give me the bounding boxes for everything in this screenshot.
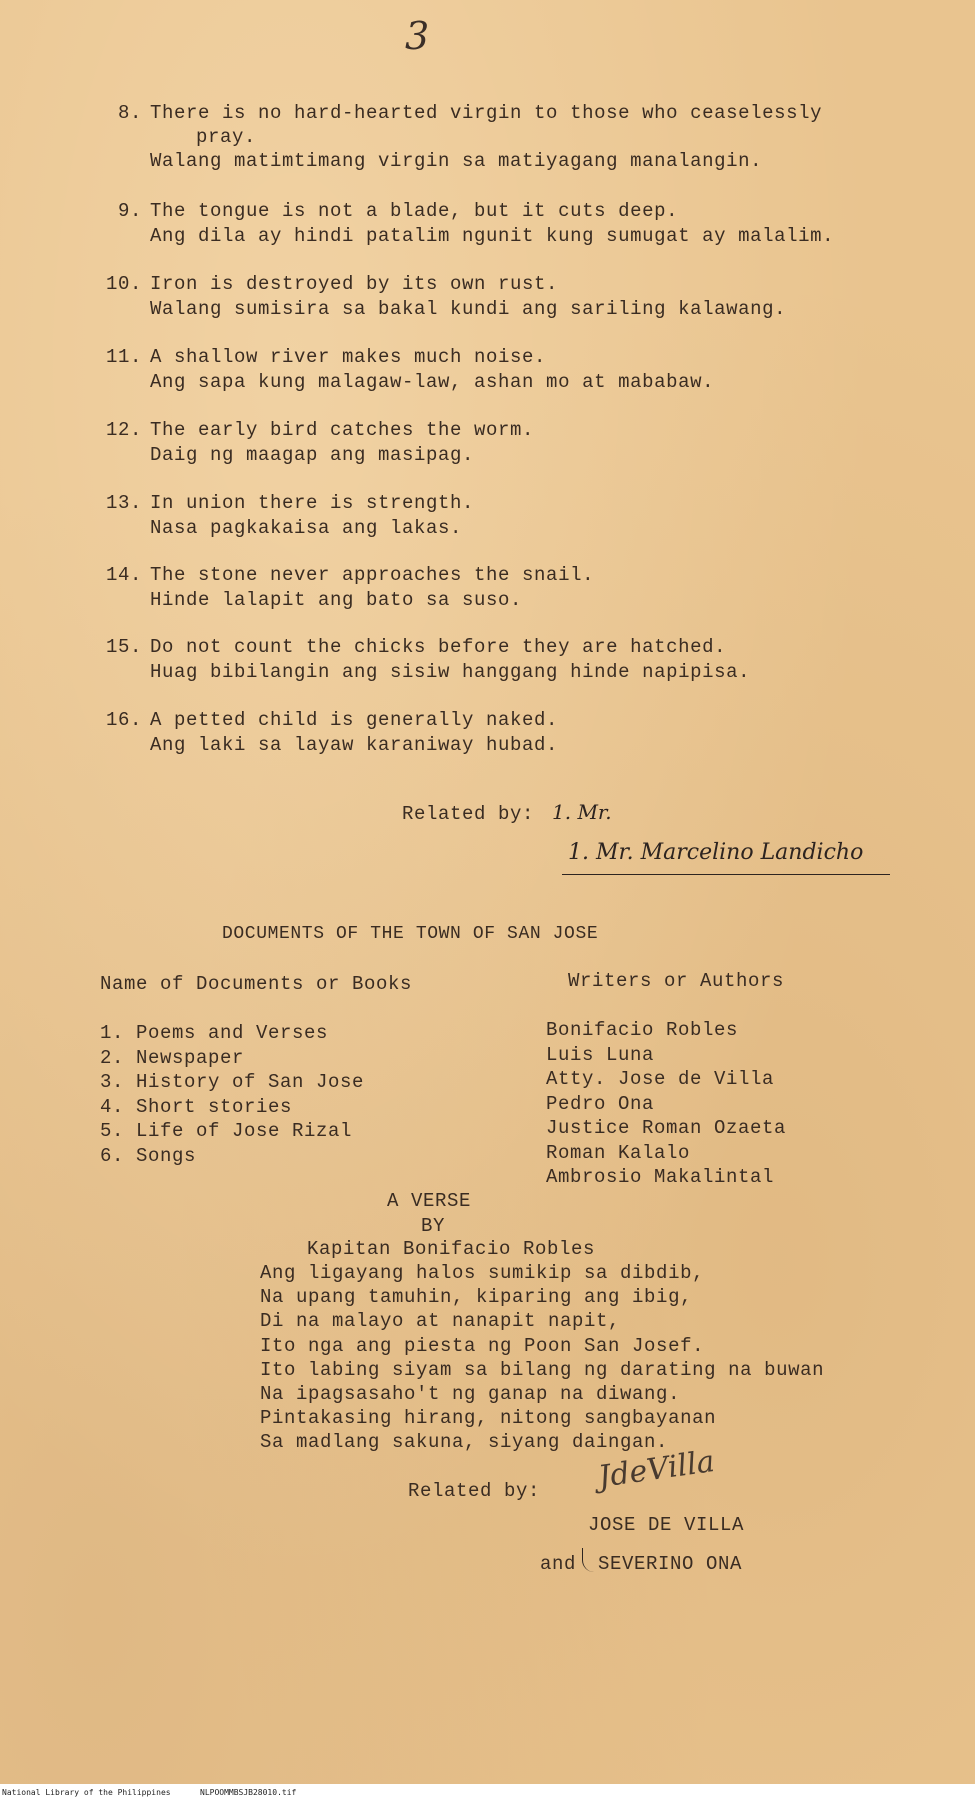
proverb-number: 9. [117, 200, 142, 222]
author-item: Justice Roman Ozaeta [546, 1117, 787, 1139]
proverb-number: 16. [105, 709, 142, 731]
authors-column-header: Writers or Authors [568, 970, 785, 992]
document-item: 3. History of San Jose [100, 1071, 365, 1093]
proverb-tagalog: Ang sapa kung malagaw-law, ashan mo at mababaw. [150, 371, 715, 393]
documents-column-header: Name of Documents or Books [100, 973, 413, 995]
signature-de-villa: JdeVilla [596, 1444, 717, 1495]
author-item: Ambrosio Makalintal [546, 1166, 775, 1188]
proverb-number: 12. [105, 419, 142, 441]
proverb-english-continued: pray. [196, 126, 257, 148]
related-name-de-villa: JOSE DE VILLA [588, 1514, 745, 1536]
document-item: 1. Poems and Verses [100, 1022, 329, 1044]
proverb-english: The tongue is not a blade, but it cuts deep. [150, 200, 679, 222]
verse-line: Na ipagsasaho't ng ganap na diwang. [260, 1383, 681, 1405]
verse-by: BY [421, 1215, 446, 1237]
signature-landicho: 1. Mr. Marcelino Landicho [568, 840, 864, 865]
proverb-english: Iron is destroyed by its own rust. [150, 273, 559, 295]
author-item: Luis Luna [546, 1043, 655, 1066]
author-item: Atty. Jose de Villa [546, 1068, 775, 1090]
verse-line: Ito labing siyam sa bilang ng darating na buwan [260, 1358, 825, 1381]
bracket-mark [582, 1548, 597, 1572]
footer-filename: NLPOOMMBSJB28010.tif [200, 1788, 297, 1797]
document-item: 5. Life of Jose Rizal [100, 1120, 353, 1142]
related-by-label-1: Related by: [402, 803, 535, 825]
proverb-english: There is no hard-hearted virgin to those who ceaselessly [150, 102, 823, 124]
proverb-tagalog: Nasa pagkakaisa ang lakas. [150, 517, 463, 539]
proverb-tagalog: Walang matimtimang virgin sa matiyagang manalangin. [150, 150, 763, 172]
author-item: Pedro Ona [546, 1092, 655, 1115]
proverb-english: A petted child is generally naked. [150, 709, 559, 731]
verse-line: Pintakasing hirang, nitong sangbayanan [260, 1407, 717, 1430]
documents-title: DOCUMENTS OF THE TOWN OF SAN JOSE [222, 924, 599, 944]
verse-title: A VERSE [387, 1190, 472, 1212]
footer-library: National Library of the Philippines [2, 1788, 171, 1797]
related-and: and [540, 1553, 577, 1575]
proverb-tagalog: Walang sumisira sa bakal kundi ang sariling kalawang. [150, 298, 787, 320]
proverb-tagalog: Hinde lalapit ang bato sa suso. [150, 589, 523, 611]
signature-underline [562, 874, 890, 875]
proverb-english: Do not count the chicks before they are hatched. [150, 636, 727, 658]
proverb-number: 11. [105, 346, 142, 368]
verse-line: Di na malayo at nanapit napit, [260, 1310, 621, 1333]
verse-line: Ito nga ang piesta ng Poon San Josef. [260, 1334, 705, 1357]
proverb-number: 14. [105, 564, 142, 586]
document-item: 2. Newspaper [100, 1046, 245, 1069]
verse-line: Sa madlang sakuna, siyang daingan. [260, 1431, 669, 1454]
related-name-ona: SEVERINO ONA [598, 1553, 743, 1575]
related-by-typed-name-1: 1. Mr. [552, 800, 612, 824]
proverb-english: The early bird catches the worm. [150, 419, 535, 441]
verse-line: Ang ligayang halos sumikip sa dibdib, [260, 1262, 705, 1284]
proverb-tagalog: Huag bibilangin ang sisiw hanggang hinde napipisa. [150, 661, 751, 683]
proverb-tagalog: Daig ng maagap ang masipag. [150, 444, 475, 466]
proverb-tagalog: Ang laki sa layaw karaniway hubad. [150, 734, 559, 756]
proverb-number: 15. [105, 636, 142, 658]
document-item: 4. Short stories [100, 1095, 293, 1118]
proverb-number: 10. [105, 273, 142, 295]
page-number: 3 [405, 14, 430, 58]
proverb-english: In union there is strength. [150, 492, 475, 514]
related-by-label-2: Related by: [408, 1480, 541, 1502]
verse-author: Kapitan Bonifacio Robles [307, 1238, 596, 1260]
proverb-english: The stone never approaches the snail. [150, 564, 595, 586]
proverb-number: 8. [117, 102, 142, 124]
document-item: 6. Songs [100, 1144, 197, 1167]
proverb-english: A shallow river makes much noise. [150, 346, 547, 368]
verse-line: Na upang tamuhin, kiparing ang ibig, [260, 1286, 693, 1309]
author-item: Roman Kalalo [546, 1141, 691, 1164]
proverb-number: 13. [105, 492, 142, 514]
author-item: Bonifacio Robles [546, 1019, 739, 1041]
proverb-tagalog: Ang dila ay hindi patalim ngunit kung sumugat ay malalim. [150, 225, 835, 247]
